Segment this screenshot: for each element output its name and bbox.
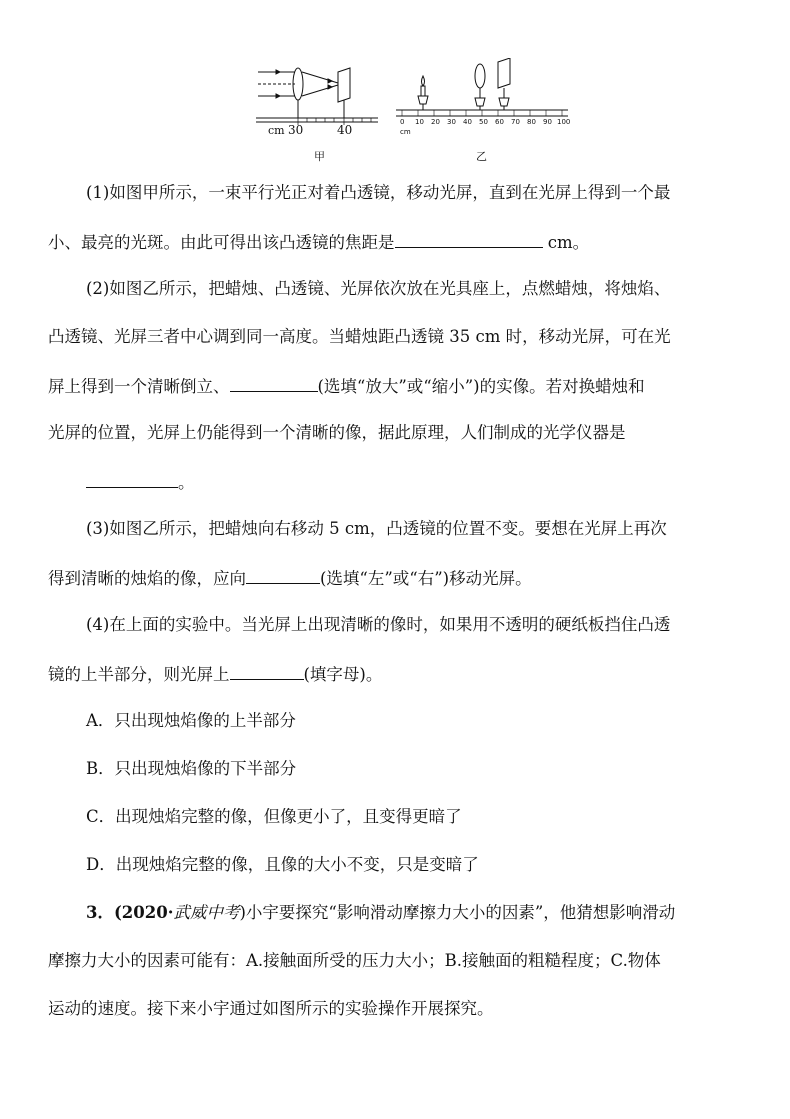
convex-lens xyxy=(475,64,485,88)
p3-line2: 摩擦力大小的因素可能有：A.接触面所受的压力大小；B.接触面的粗糙程度；C.物体 xyxy=(48,951,661,970)
candle-flame-icon xyxy=(422,76,425,86)
option-a[interactable]: A．只出现烛焰像的上半部分 xyxy=(86,711,296,730)
refracted-ray xyxy=(302,85,338,96)
ray-arrow-icon xyxy=(328,85,332,89)
scale-label: 40 xyxy=(463,118,472,126)
p3-number: 3．(2020· xyxy=(86,903,174,922)
q1-line2-unit: cm。 xyxy=(542,233,590,252)
q2-line3-text: 屏上得到一个清晰倒立、 xyxy=(48,377,230,396)
scale-label: 50 xyxy=(479,118,488,126)
option-c[interactable]: C．出现烛焰完整的像，但像更小了，且变得更暗了 xyxy=(86,807,462,826)
p3-source: 武威中考 xyxy=(173,903,240,922)
candle-body xyxy=(421,86,425,96)
option-d[interactable]: D．出现烛焰完整的像，且像的大小不变，只是变暗了 xyxy=(86,855,479,874)
scale-label: 0 xyxy=(400,118,405,126)
q2-line1: (2)如图乙所示，把蜡烛、凸透镜、光屏依次放在光具座上，点燃蜡烛，将烛焰、 xyxy=(86,279,671,298)
p3-line3: 运动的速度。接下来小宇通过如图所示的实验操作开展探究。 xyxy=(48,999,494,1018)
ray-arrow-icon xyxy=(276,94,280,98)
scale-label: 80 xyxy=(527,118,536,126)
q4-line1: (4)在上面的实验中。当光屏上出现清晰的像时，如果用不透明的硬纸板挡住凸透 xyxy=(86,615,671,634)
lens-holder xyxy=(475,98,485,106)
scale-label: 90 xyxy=(543,118,552,126)
scale-label: 100 xyxy=(557,118,571,126)
q4-line2-text: 镜的上半部分，则光屏上 xyxy=(48,665,230,684)
ray-arrow-icon xyxy=(328,79,332,83)
scale-label: 70 xyxy=(511,118,520,126)
ray-arrow-icon xyxy=(276,70,280,74)
fig-a-tick-30: 30 xyxy=(288,123,304,137)
p3-line1 xyxy=(86,903,675,923)
q2-answer-blank-1[interactable] xyxy=(230,375,318,392)
fig-a-unit: cm xyxy=(268,124,285,137)
optics-figure xyxy=(250,58,580,168)
fig-a-tick-40: 40 xyxy=(337,123,353,137)
q4-line2 xyxy=(48,663,382,685)
q2-answer-blank-2[interactable] xyxy=(86,471,178,488)
scale-label: 60 xyxy=(495,118,504,126)
fig-a-caption: 甲 xyxy=(314,150,325,163)
q1-line2-text: 小、最亮的光斑。由此可得出该凸透镜的焦距是 xyxy=(48,233,395,252)
q3-answer-blank[interactable] xyxy=(246,567,320,584)
scale-label: 10 xyxy=(415,118,424,126)
q3-line2-text: 得到清晰的烛焰的像，应向 xyxy=(48,569,246,588)
fig-b-unit: cm xyxy=(400,128,411,136)
q1-line1: (1)如图甲所示，一束平行光正对着凸透镜，移动光屏，直到在光屏上得到一个最 xyxy=(86,183,671,202)
q3-line2-rest: (选填“左”或“右”)移动光屏。 xyxy=(320,569,532,588)
light-screen xyxy=(338,68,350,102)
candle-holder xyxy=(418,96,428,104)
fig-b-caption: 乙 xyxy=(476,150,487,163)
figure-a xyxy=(256,68,378,125)
q4-answer-blank[interactable] xyxy=(230,663,304,680)
light-screen xyxy=(498,58,510,88)
q2-line5 xyxy=(86,471,195,493)
fig-b-scale-labels xyxy=(250,118,580,130)
refracted-ray xyxy=(302,72,338,83)
q2-line3 xyxy=(48,375,645,397)
q2-line5-end: 。 xyxy=(178,473,195,492)
q3-line2 xyxy=(48,567,532,589)
q3-line1: (3)如图乙所示，把蜡烛向右移动 5 cm，凸透镜的位置不变。要想在光屏上再次 xyxy=(86,519,667,538)
scale-label: 20 xyxy=(431,118,440,126)
p3-line1-rest: )小宇要探究“影响滑动摩擦力大小的因素”，他猜想影响滑动 xyxy=(239,903,676,922)
figure-drawing xyxy=(250,58,580,168)
screen-holder xyxy=(499,98,509,106)
q2-line4: 光屏的位置，光屏上仍能得到一个清晰的像，据此原理，人们制成的光学仪器是 xyxy=(48,423,626,442)
figure-b xyxy=(396,58,568,116)
q1-answer-blank[interactable] xyxy=(395,231,543,248)
q4-line2-rest: (填字母)。 xyxy=(303,665,383,684)
q2-line2: 凸透镜、光屏三者中心调到同一高度。当蜡烛距凸透镜 35 cm 时，移动光屏，可在光 xyxy=(48,327,671,346)
bench-ticks xyxy=(402,110,562,116)
q2-line3-rest: (选填“放大”或“缩小”)的实像。若对换蜡烛和 xyxy=(317,377,645,396)
q1-line2 xyxy=(48,231,589,253)
option-b[interactable]: B．只出现烛焰像的下半部分 xyxy=(86,759,297,778)
scale-label: 30 xyxy=(447,118,456,126)
